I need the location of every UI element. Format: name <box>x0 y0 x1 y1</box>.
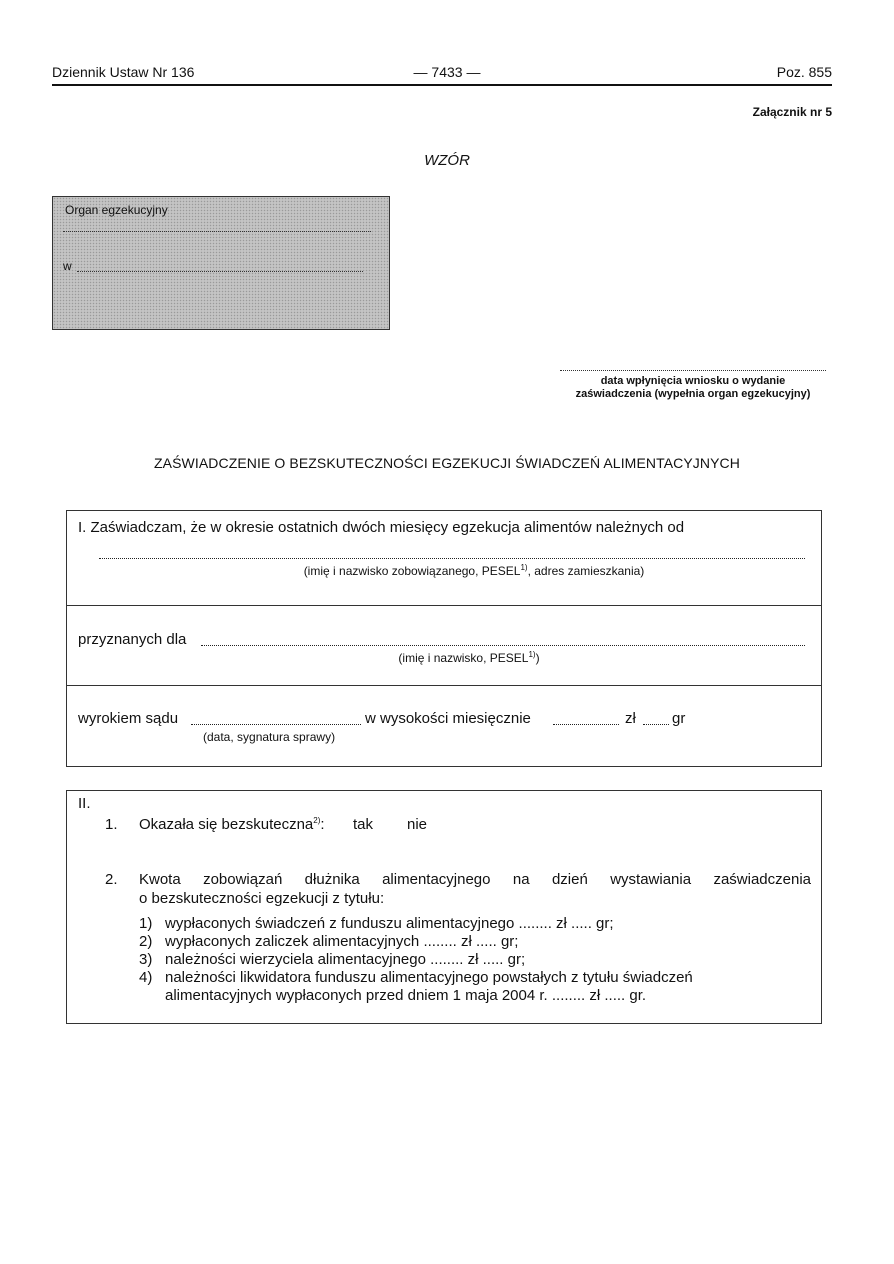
subitem-2-text: wypłaconych zaliczek alimentacyjnych ........ zł ..... gr; <box>165 933 519 950</box>
zl-label: zł <box>625 710 636 727</box>
section-2-box <box>66 790 822 1024</box>
debtor-caption: (imię i nazwisko zobowiązanego, PESEL$^{1)}$, adres zamieszkania) <box>303 563 645 578</box>
receipt-date-caption-1: data wpłynięcia wniosku o wydanie <box>600 375 786 387</box>
section-1-box <box>66 510 822 767</box>
option-nie[interactable]: nie <box>407 816 428 833</box>
creditor-caption: (imię i nazwisko, PESEL$^{1)}$) <box>398 650 540 665</box>
section-2-numeral: II. <box>78 795 91 812</box>
organ-name-field[interactable] <box>63 231 371 232</box>
judgment-label: wyrokiem sądu <box>78 710 179 727</box>
section-1-divider-2 <box>67 685 821 686</box>
monthly-amount-label: w wysokości miesięcznie <box>365 710 531 727</box>
debtor-field[interactable] <box>99 558 805 559</box>
organ-title: Organ egzekucyjny <box>65 203 168 217</box>
subitem-4-text-line-2: alimentacyjnych wypłaconych przed dniem 1 maja 2004 r. ........ zł ..... gr. <box>165 987 647 1004</box>
item-1-text: Okazała się bezskuteczna$^{2)}$: <box>139 816 325 833</box>
journal-title: Dziennik Ustaw Nr 136 <box>52 64 195 80</box>
organ-location-field[interactable] <box>77 271 363 272</box>
organ-w-label: w <box>63 259 72 273</box>
subitem-4-text: należności likwidatora funduszu alimentacyjnego powstałych z tytułu świadczeń <box>165 969 693 986</box>
creditor-label: przyznanych dla <box>78 631 187 648</box>
subitem-1-text: wypłaconych świadczeń z funduszu alimentacyjnego ........ zł ..... gr; <box>165 915 614 932</box>
page-number: — 7433 — <box>413 64 481 80</box>
subitem-3-number: 3) <box>139 951 153 968</box>
organ-stamp-box <box>52 196 390 330</box>
receipt-date-caption-2: zaświadczenia (wypełnia organ egzekucyjny) <box>575 388 811 400</box>
receipt-date-block <box>560 362 826 401</box>
judgment-caption: (data, sygnatura sprawy) <box>203 730 336 744</box>
position-number: Poz. 855 <box>776 64 832 80</box>
gr-label: gr <box>672 710 686 727</box>
item-2-text-line-1: Kwota zobowiązań dłużnika alimentacyjnego na dzień wystawiania zaświadczenia <box>139 871 811 888</box>
subitem-3-text: należności wierzyciela alimentacyjnego ........ zł ..... gr; <box>165 951 526 968</box>
receipt-date-field[interactable] <box>560 362 826 371</box>
subitem-1-number: 1) <box>139 915 153 932</box>
item-2-number: 2. <box>105 871 118 888</box>
item-2-text-line-2: o bezskuteczności egzekucji z tytułu: <box>139 890 385 907</box>
section-1-statement: I. Zaświadczam, że w okresie ostatnich dwóch miesięcy egzekucja alimentów należnych od <box>78 519 685 536</box>
judgment-field[interactable] <box>191 724 361 725</box>
amount-gr-field[interactable] <box>643 724 669 725</box>
item-1-number: 1. <box>105 816 118 833</box>
template-label: WZÓR <box>424 152 470 169</box>
section-1-divider-1 <box>67 605 821 606</box>
header-rule <box>52 84 832 86</box>
option-tak[interactable]: tak <box>353 816 374 833</box>
document-title: ZAŚWIADCZENIE O BEZSKUTECZNOŚCI EGZEKUCJI ŚWIADCZEŃ ALIMENTACYJNYCH <box>154 455 740 471</box>
amount-zl-field[interactable] <box>553 724 619 725</box>
annex-label: Załącznik nr 5 <box>752 105 832 119</box>
creditor-field[interactable] <box>201 645 805 646</box>
subitem-4-number: 4) <box>139 969 153 986</box>
subitem-2-number: 2) <box>139 933 153 950</box>
